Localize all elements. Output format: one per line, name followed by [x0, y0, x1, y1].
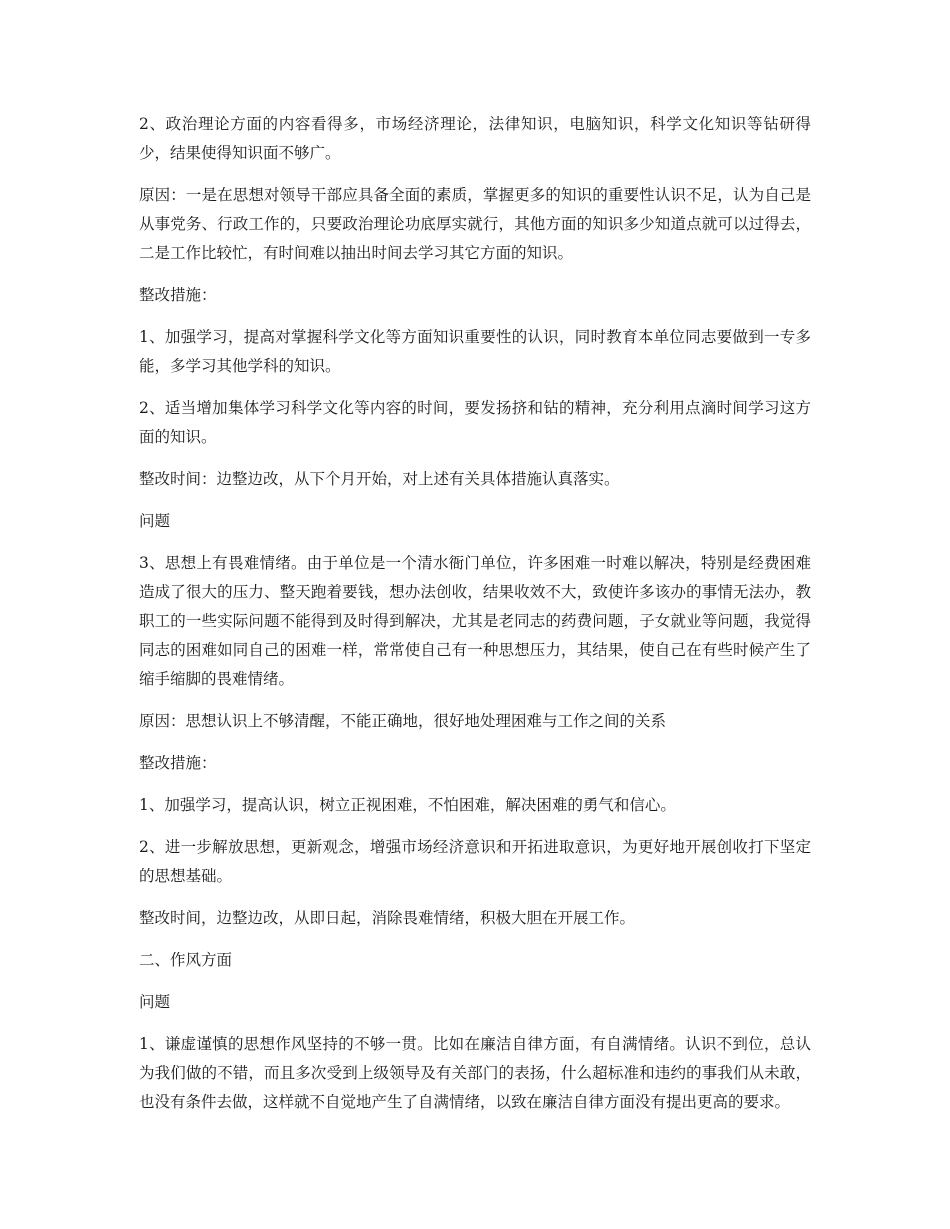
paragraph-7: 问题	[139, 512, 171, 530]
paragraph-13: 整改时间，边整边改，从即日起，消除畏难情绪，积极大胆在开展工作。	[139, 909, 636, 927]
paragraph-9: 原因：思想认识上不够清醒，不能正确地，很好地处理困难与工作之间的关系	[139, 712, 667, 730]
paragraph-15: 问题	[139, 993, 171, 1011]
paragraph-3: 整改措施：	[139, 286, 217, 304]
paragraph-11: 1、加强学习，提高认识，树立正视困难，不怕困难，解决困难的勇气和信心。	[139, 796, 676, 814]
paragraph-2: 原因：一是在思想对领导干部应具备全面的素质，掌握更多的知识的重要性认识不足，认为自己是从事党务、行政工作的，只要政治理论功底厚实就行，其他方面的知识多少知道点就可以过得去，二是工作比较忙，有时间难以抽出时间去学习其它方面的知识。	[139, 186, 811, 262]
paragraph-10: 整改措施：	[139, 754, 217, 772]
paragraph-1: 2、政治理论方面的内容看得多，市场经济理论，法律知识，电脑知识，科学文化知识等钻研得少，结果使得知识面不够广。	[139, 115, 811, 162]
paragraph-8: 3、思想上有畏难情绪。由于单位是一个清水衙门单位，许多困难一时难以解决，特别是经费困难造成了很大的压力、整天跑着要钱，想办法创收，结果收效不大，致使许多该办的事情无法办，教职工的一些实际问题不能得到及时得到解决，尤其是老同志的药费问题，子女就业等问题，我觉得同志的困难如同自己的困难一样，常常使自己有一种思想压力，其结果，使自己在有些时候产生了缩手缩脚的畏难情绪。	[139, 554, 811, 688]
paragraph-16: 1、谦虚谨慎的思想作风坚持的不够一贯。比如在廉洁自律方面，有自满情绪。认识不到位，总认为我们做的不错，而且多次受到上级领导及有关部门的表扬，什么超标准和违约的事我们从未敢，也没有条件去做，这样就不自觉地产生了自满情绪，以致在廉洁自律方面没有提出更高的要求。	[139, 1035, 811, 1111]
paragraph-12: 2、进一步解放思想，更新观念，增强市场经济意识和开拓进取意识，为更好地开展创收打下坚定的思想基础。	[139, 838, 811, 885]
paragraph-5: 2、适当增加集体学习科学文化等内容的时间，要发扬挤和钻的精神，充分利用点滴时间学习这方面的知识。	[139, 399, 811, 446]
document-body	[139, 110, 811, 1130]
paragraph-4: 1、加强学习，提高对掌握科学文化等方面知识重要性的认识，同时教育本单位同志要做到一专多能，多学习其他学科的知识。	[139, 328, 811, 375]
paragraph-6: 整改时间：边整边改，从下个月开始，对上述有关具体措施认真落实。	[139, 470, 620, 488]
paragraph-14: 二、作风方面	[139, 951, 233, 969]
